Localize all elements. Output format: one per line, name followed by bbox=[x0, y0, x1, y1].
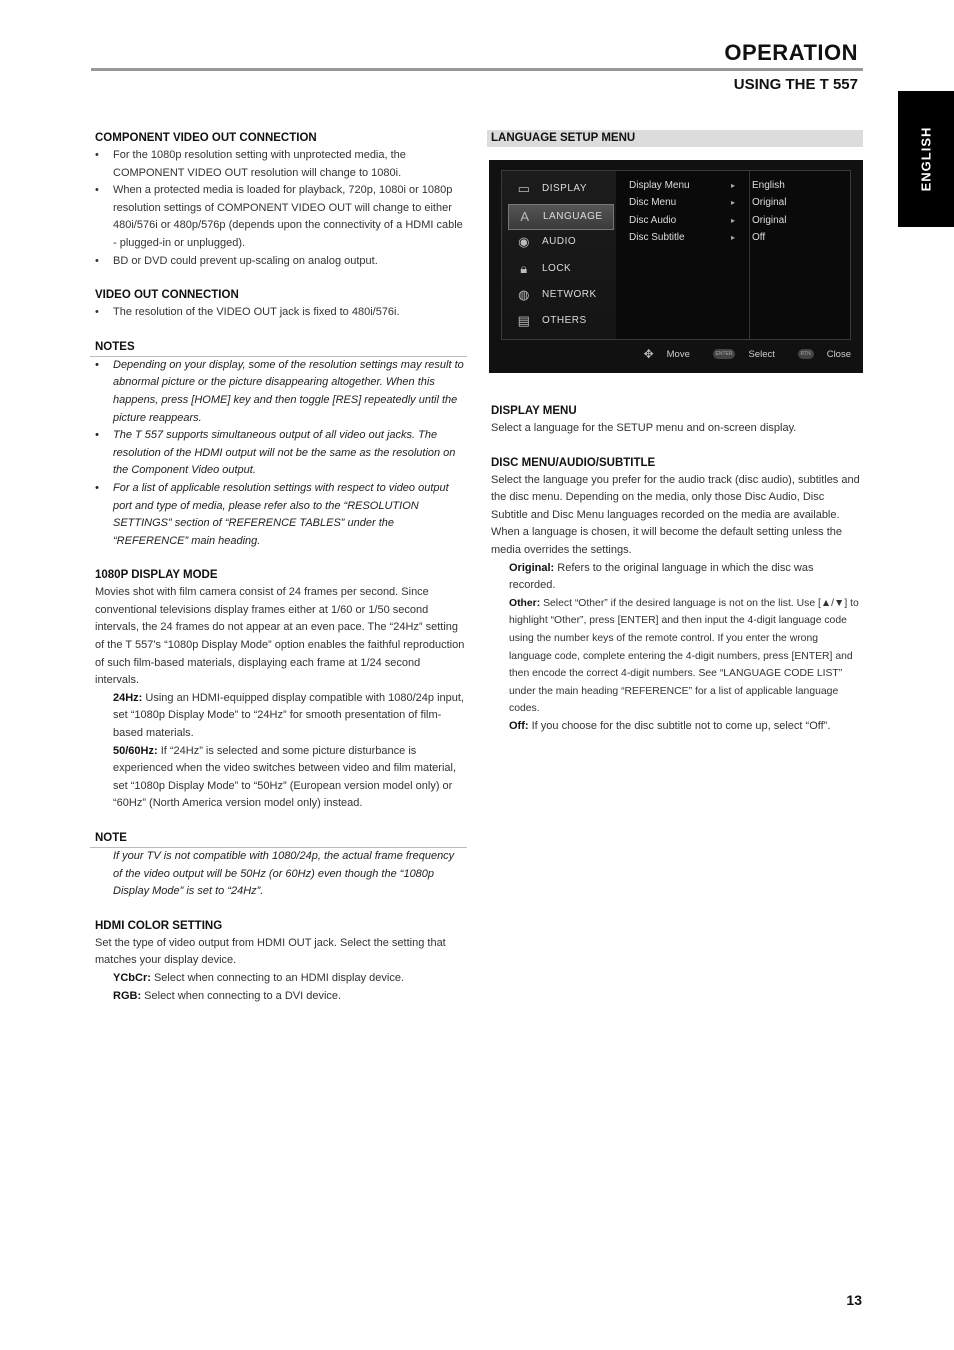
p1080-50hz: 50/60Hz: If “24Hz” is selected and some picture disturbance is experienced when the video switches between video and film material, set “1080p Display Mode” to “50Hz” (European version model only) or “60Hz” (North America version model only) instead. bbox=[113, 744, 457, 810]
option-disc-subtitle[interactable]: Disc Subtitle bbox=[629, 232, 685, 243]
setup-menu-frame bbox=[501, 170, 851, 340]
setup-menu-options bbox=[619, 171, 750, 339]
lock-icon: 🔒︎ bbox=[520, 261, 528, 276]
list-item: • For a list of applicable resolution settings with respect to video output port and type of media, please refer also to the “RESOLUTION SETTINGS” section of “REFERENCE TABLES” under the “REFERENCE” main heading. bbox=[95, 480, 465, 550]
other-option: Other: Select “Other” if the desired language is not on the list. Use [▲/▼] to highlight “Other”, press [ENTER] and then input the 4-digit language code using the number keys of the remote control. If you enter the wrong language code, complete entering the 4-digit numbers, press [ENTER] and then encode the correct 4-digit numbers. See “LANGUAGE CODE LIST” under the main heading “REFERENCE” for a list of applicable language codes. bbox=[509, 597, 859, 715]
hdmi-heading: HDMI COLOR SETTING bbox=[95, 919, 223, 932]
setup-menu-footer bbox=[624, 347, 851, 361]
move-hint: ✥ Move bbox=[643, 347, 690, 361]
header-rule bbox=[91, 68, 863, 71]
list-item: • Depending on your display, some of the resolution settings may result to abnormal picture or the picture disappearing altogether. When this happens, press [HOME] key and then toggle [RES] repeatedly until the picture reappears. bbox=[95, 357, 465, 427]
note-body: If your TV is not compatible with 1080/24p, the actual frame frequency of the video output will be 50Hz (or 60Hz) even though the “1080p Display Mode” is set to “24Hz”. bbox=[113, 850, 455, 898]
disc-menu-heading: DISC MENU/AUDIO/SUBTITLE bbox=[491, 456, 656, 469]
menu-item-audio[interactable]: ◉ AUDIO bbox=[508, 230, 612, 254]
chevron-right-icon: ▸ bbox=[731, 198, 736, 207]
p1080-heading: 1080P DISPLAY MODE bbox=[95, 569, 218, 582]
select-hint: ENTER Select bbox=[703, 349, 775, 360]
left-column bbox=[95, 130, 465, 1005]
component-heading: COMPONENT VIDEO OUT CONNECTION bbox=[95, 132, 317, 144]
list-item: • For the 1080p resolution setting with unprotected media, the COMPONENT VIDEO OUT resolution will change to 1080i. bbox=[95, 147, 465, 182]
notes-heading: NOTES bbox=[90, 339, 467, 357]
hdmi-rgb: RGB: Select when connecting to a DVI device. bbox=[113, 989, 342, 1002]
setup-menu-categories bbox=[502, 171, 616, 339]
chevron-right-icon: ▸ bbox=[731, 233, 736, 242]
display-menu-heading: DISPLAY MENU bbox=[491, 405, 577, 417]
value-display-menu: English bbox=[752, 180, 785, 191]
hdmi-ycbcr: YCbCr: Select when connecting to an HDMI display device. bbox=[113, 971, 405, 984]
list-item: • The T 557 supports simultaneous output of all video out jacks. The resolution of the HDMI output will not be the same as the resolution on the Component Video output. bbox=[95, 427, 465, 480]
language-setup-heading: LANGUAGE SETUP MENU bbox=[487, 130, 863, 147]
video-heading: VIDEO OUT CONNECTION bbox=[95, 289, 239, 302]
disc-menu-body: Select the language you prefer for the audio track (disc audio), subtitles and the disc menu. Depending on the media, only those Disc Audio, Disc Subtitle and Disc Menu languages recorded on the media are available. When a language is chosen, it will become the default setting unless the media overrides the settings. bbox=[491, 473, 860, 556]
list-item: • When a protected media is loaded for playback, 720p, 1080i or 1080p resolution settings of COMPONENT VIDEO OUT will change to either 480i/576i or 480p/576p (depends upon the connectivity of a HDMI cable - plugged-in or unplugged). bbox=[95, 182, 465, 252]
menu-item-network[interactable]: ◍ NETWORK bbox=[508, 283, 612, 307]
note-heading: NOTE bbox=[90, 830, 467, 848]
hdmi-body: Set the type of video output from HDMI OUT jack. Select the setting that matches your display device. bbox=[95, 936, 446, 967]
display-icon: ▭ bbox=[517, 181, 531, 196]
language-tab bbox=[898, 91, 954, 227]
option-disc-audio[interactable]: Disc Audio bbox=[629, 215, 677, 226]
video-list bbox=[95, 304, 465, 322]
list-item: • BD or DVD could prevent up-scaling on analog output. bbox=[95, 253, 465, 271]
menu-item-lock[interactable]: 🔒︎ LOCK bbox=[508, 257, 612, 281]
value-disc-subtitle: Off bbox=[752, 232, 766, 243]
display-menu-body: Select a language for the SETUP menu and on-screen display. bbox=[491, 422, 797, 434]
option-display-menu[interactable]: Display Menu bbox=[629, 180, 690, 191]
chevron-right-icon: ▸ bbox=[731, 216, 736, 225]
audio-icon: ◉ bbox=[518, 234, 530, 249]
chevron-right-icon: ▸ bbox=[731, 181, 736, 190]
language-icon: A bbox=[520, 209, 530, 224]
enter-key-icon: ENTER bbox=[713, 349, 736, 359]
return-key-icon: RTN bbox=[798, 349, 814, 359]
menu-item-others[interactable]: ▤ OTHERS bbox=[517, 313, 587, 328]
close-hint: RTN Close bbox=[788, 349, 851, 360]
option-disc-menu[interactable]: Disc Menu bbox=[629, 197, 677, 208]
original-option: Original: Refers to the original language in which the disc was recorded. bbox=[509, 561, 814, 592]
value-disc-menu: Original bbox=[752, 197, 787, 208]
setup-menu-screenshot bbox=[489, 160, 863, 373]
off-option: Off: If you choose for the disc subtitle not to come up, select “Off”. bbox=[509, 719, 831, 732]
component-list bbox=[95, 147, 465, 270]
network-icon: ◍ bbox=[518, 287, 530, 302]
others-icon: ▤ bbox=[517, 313, 531, 328]
page-number: 13 bbox=[846, 1292, 862, 1308]
p1080-24hz: 24Hz: Using an HDMI-equipped display compatible with 1080/24p input, set “1080p Display Mode” to “24Hz” for smooth presentation of film-based materials. bbox=[113, 691, 464, 740]
section-subtitle: USING THE T 557 bbox=[733, 76, 858, 93]
value-disc-audio: Original bbox=[752, 215, 787, 226]
menu-item-language[interactable]: A LANGUAGE bbox=[508, 204, 614, 230]
notes-list bbox=[95, 357, 465, 551]
move-arrows-icon: ✥ bbox=[643, 347, 654, 361]
list-item: • The resolution of the VIDEO OUT jack is fixed to 480i/576i. bbox=[95, 304, 465, 322]
section-title: OPERATION bbox=[724, 40, 858, 65]
p1080-body: Movies shot with film camera consist of 24 frames per second. Since conventional televisions display frames either at 1/60 or 1/50 second intervals, the 24 frames do not appear at an even pace. The “24Hz” setting of the T 557’s “1080p Display Mode” option enables the faithful reproduction of such film-based materials, displaying each frame at 1/24 second intervals. bbox=[95, 586, 465, 687]
menu-item-display[interactable]: ▭ DISPLAY bbox=[517, 181, 587, 196]
language-tab-label: ENGLISH bbox=[918, 126, 934, 192]
